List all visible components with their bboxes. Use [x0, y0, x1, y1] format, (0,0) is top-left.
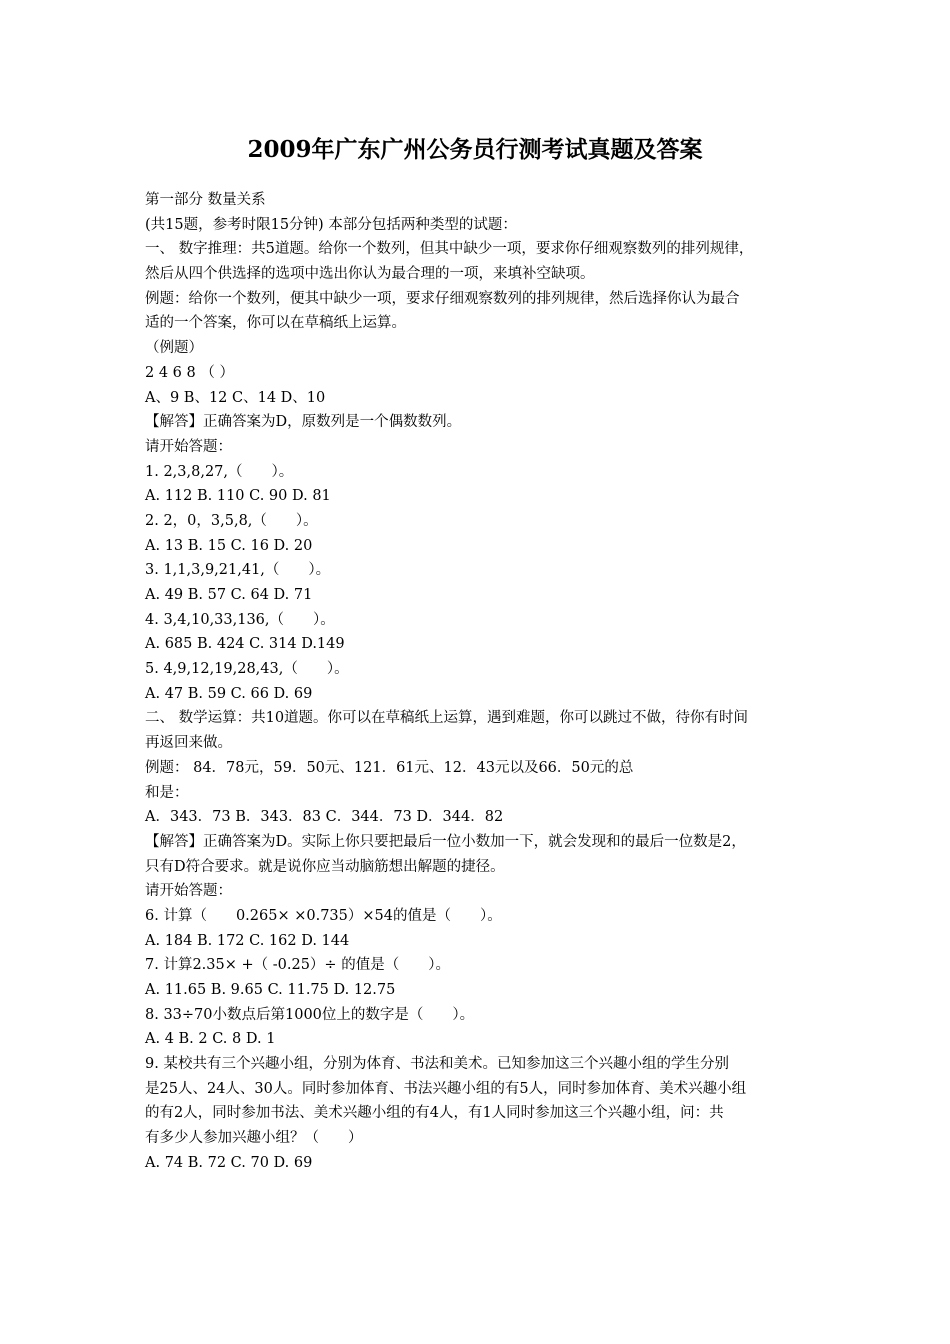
text-line: A. 4 B. 2 C. 8 D. 1 [145, 1031, 276, 1048]
text-line: 6. 计算（ 0.265× ×0.735）×54的值是（ ）。 [145, 907, 502, 924]
text-line: A. 49 B. 57 C. 64 D. 71 [145, 587, 313, 603]
text-line: 二、 数学运算：共10道题。你可以在草稿纸上运算，遇到难题，你可以跳过不做，待你有时间 [145, 710, 749, 727]
text-line: 一、 数字推理：共5道题。给你一个数列，但其中缺少一项，要求你仔细观察数列的排列规律， [145, 241, 754, 258]
text-line: A. 13 B. 15 C. 16 D. 20 [145, 537, 313, 554]
text-line: 例题：给你一个数列，便其中缺少一项，要求仔细观察数列的排列规律，然后选择你认为最合 [145, 290, 740, 307]
text-line: 【解答】正确答案为D，原数列是一个偶数数列。 [145, 414, 462, 431]
text-line: A. 11.65 B. 9.65 C. 11.75 D. 12.75 [145, 982, 396, 998]
text-line: （例题） [145, 340, 203, 357]
text-line: 是25人、24人、30人。同时参加体育、书法兴趣小组的有5人，同时参加体育、美术兴趣小组 [145, 1080, 747, 1097]
text-line: 只有D符合要求。就是说你应当动脑筋想出解题的捷径。 [145, 858, 505, 875]
document-title: 2009年广东广州公务员行测考试真题及答案 [247, 136, 703, 163]
text-line: 请开始答题： [145, 883, 232, 900]
text-line: 有多少人参加兴趣小组？（ ） [145, 1130, 363, 1147]
text-line: 7. 计算2.35× +（ -0.25）÷ 的值是（ ）。 [145, 957, 450, 974]
text-line: A、9 B、12 C、14 D、10 [145, 389, 326, 406]
text-line: 然后从四个供选择的选项中选出你认为最合理的一项，来填补空缺项。 [145, 266, 595, 283]
text-line: 请开始答题： [145, 438, 232, 455]
text-line: A. 74 B. 72 C. 70 D. 69 [145, 1154, 313, 1171]
text-line: 8. 33÷70小数点后第1000位上的数字是（ ）。 [145, 1006, 475, 1023]
text-line: 例题： 84．78元，59．50元、121．61元、12．43元以及66．50元的总 [145, 759, 634, 776]
text-line: 3. 1,1,3,9,21,41,（ ）。 [145, 562, 331, 579]
text-line: A. 685 B. 424 C. 314 D.149 [145, 636, 345, 653]
text-line: 5. 4,9,12,19,28,43,（ ）。 [145, 661, 349, 678]
text-line: 适的一个答案，你可以在草稿纸上运算。 [145, 315, 406, 332]
text-line: 和是： [145, 784, 189, 801]
text-line: 第一部分 数量关系 [145, 192, 266, 208]
text-line: 再返回来做。 [145, 735, 232, 752]
text-line: A. 112 B. 110 C. 90 D. 81 [145, 488, 331, 505]
text-line: 的有2人，同时参加书法、美术兴趣小组的有4人，有1人同时参加这三个兴趣小组，问：共 [145, 1105, 724, 1122]
text-line: 2 4 6 8 （ ） [145, 364, 234, 381]
text-line: (共15题，参考时限15分钟) 本部分包括两种类型的试题： [145, 216, 517, 233]
text-line: 2. 2，0，3,5,8,（ ）。 [145, 512, 318, 529]
text-line: 4. 3,4,10,33,136,（ ）。 [145, 611, 335, 628]
text-line: 1. 2,3,8,27,（ ）。 [145, 463, 294, 480]
text-line: A. 184 B. 172 C. 162 D. 144 [145, 932, 350, 949]
document-body [145, 188, 825, 1176]
text-line: A. 47 B. 59 C. 66 D. 69 [145, 685, 313, 702]
text-line: 【解答】正确答案为D。实际上你只要把最后一位小数加一下，就会发现和的最后一位数是2， [145, 833, 746, 850]
text-line: A．343．73 B．343．83 C．344．73 D．344．82 [145, 809, 504, 826]
text-line: 9. 某校共有三个兴趣小组，分别为体育、书法和美术。已知参加这三个兴趣小组的学生分别 [145, 1056, 729, 1073]
